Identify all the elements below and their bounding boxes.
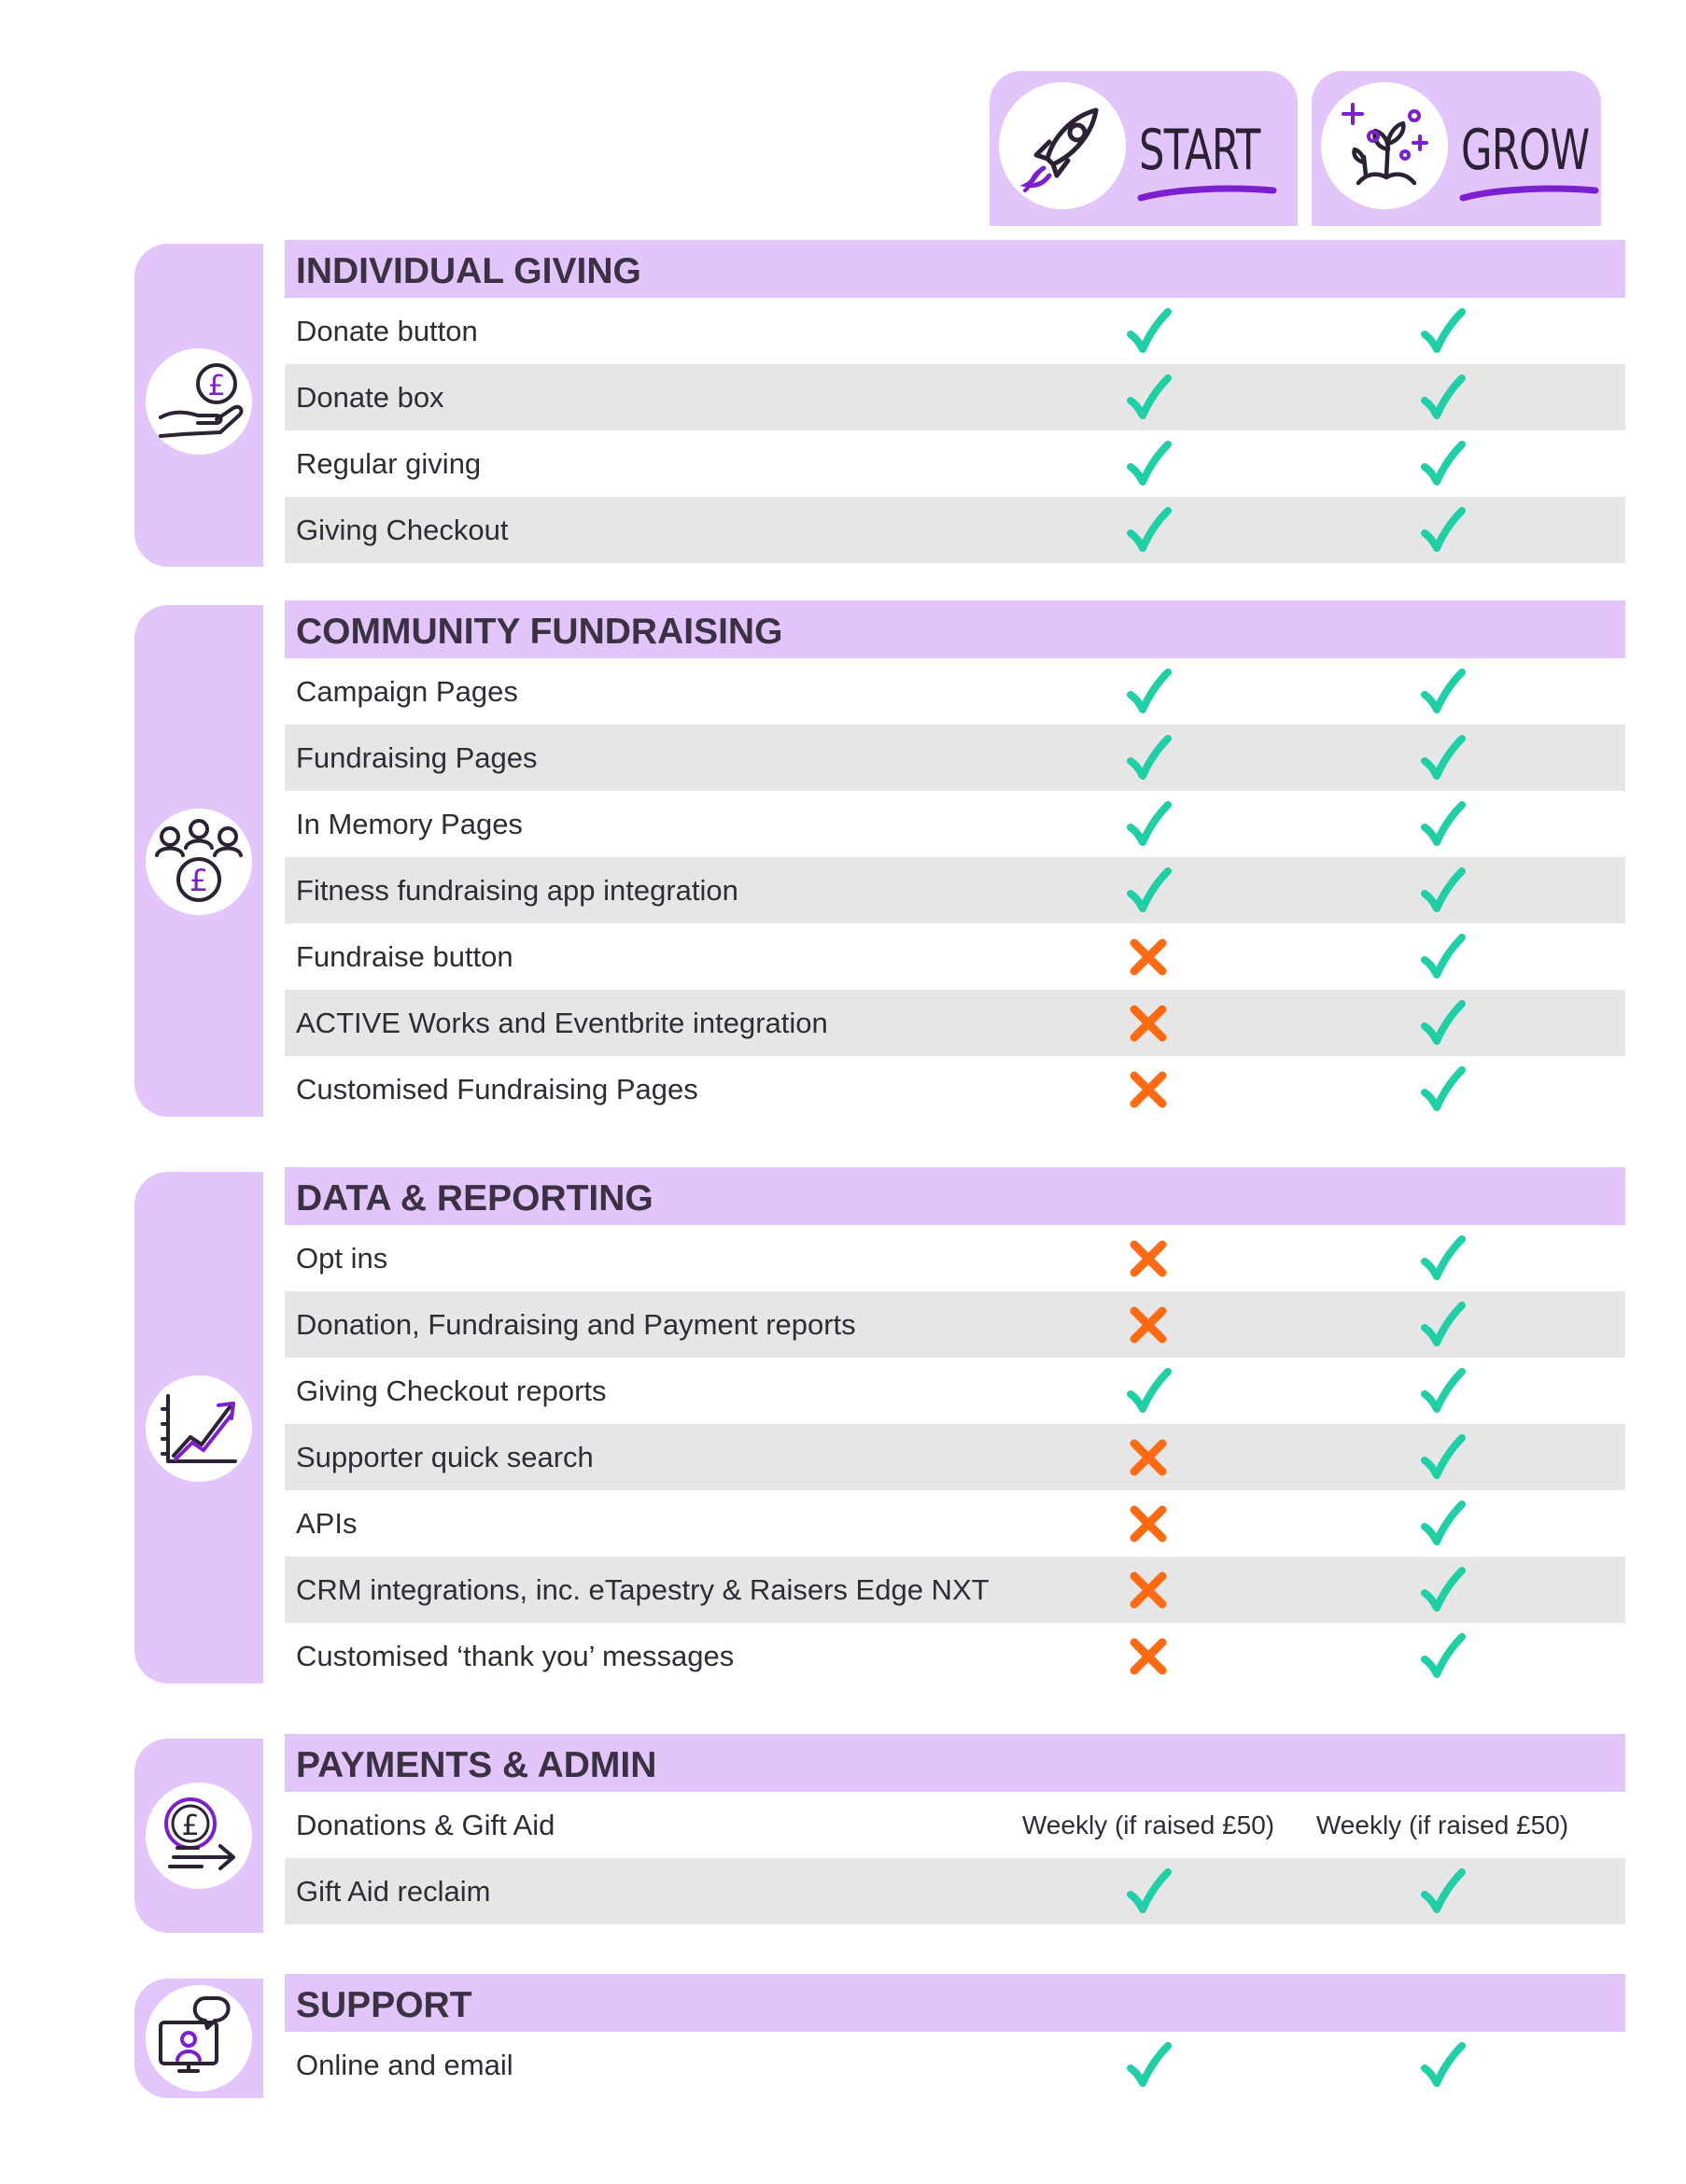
table-row — [285, 1557, 1625, 1623]
plan-name-start: START — [1139, 118, 1260, 183]
table-row — [285, 1424, 1625, 1490]
plan-header-start — [990, 71, 1298, 226]
plan-name-grow: GROW — [1461, 118, 1590, 183]
cell-grow-value — [1315, 1792, 1569, 1858]
table-row — [285, 1792, 1625, 1858]
feature-label: Fundraise button — [296, 940, 513, 973]
svg-text:£: £ — [207, 370, 226, 402]
check-icon — [1330, 990, 1554, 1056]
section-title: PAYMENTS & ADMIN — [296, 1745, 657, 1785]
feature-label: Donate box — [296, 381, 444, 414]
growth-chart-icon — [146, 1375, 252, 1482]
check-icon — [1330, 298, 1554, 364]
check-icon — [1036, 857, 1260, 923]
check-icon — [1036, 430, 1260, 497]
table-row — [285, 1623, 1625, 1689]
cross-icon — [1036, 1623, 1260, 1689]
section-tab-individual-giving — [134, 244, 263, 567]
cross-icon — [1036, 1291, 1260, 1358]
cross-icon — [1036, 1557, 1260, 1623]
check-icon — [1330, 1623, 1554, 1689]
cross-icon — [1036, 1056, 1260, 1122]
feature-label: APIs — [296, 1507, 358, 1540]
feature-label: Donations & Gift Aid — [296, 1809, 555, 1841]
table-row — [285, 857, 1625, 923]
section-header-individual-giving — [285, 240, 1625, 298]
table-row — [285, 2032, 1625, 2098]
section-title: DATA & REPORTING — [296, 1178, 653, 1219]
feature-label: In Memory Pages — [296, 808, 523, 840]
section-tab-support — [134, 1979, 263, 2098]
check-icon — [1036, 497, 1260, 563]
plan-header-grow — [1312, 71, 1601, 226]
section-tab-data-reporting — [134, 1172, 263, 1684]
feature-label: Regular giving — [296, 447, 482, 480]
table-row — [285, 1358, 1625, 1424]
check-icon — [1330, 1225, 1554, 1291]
feature-label: Customised Fundraising Pages — [296, 1073, 698, 1106]
section-header-support — [285, 1974, 1625, 2032]
check-icon — [1330, 1424, 1554, 1490]
feature-label: ACTIVE Works and Eventbrite integration — [296, 1007, 828, 1039]
feature-label: Opt ins — [296, 1242, 388, 1275]
check-icon — [1330, 1358, 1554, 1424]
check-icon — [1036, 2032, 1260, 2098]
cross-icon — [1036, 990, 1260, 1056]
check-icon — [1036, 725, 1260, 791]
sprouting-plants-icon — [1321, 82, 1448, 209]
check-icon — [1330, 2032, 1554, 2098]
feature-label: Fitness fundraising app integration — [296, 874, 738, 907]
feature-label: Giving Checkout reports — [296, 1374, 607, 1407]
feature-label: Donate button — [296, 315, 478, 347]
table-row — [285, 990, 1625, 1056]
check-icon — [1036, 658, 1260, 725]
table-row — [285, 1056, 1625, 1122]
feature-label: Fundraising Pages — [296, 741, 538, 774]
check-icon — [1330, 1056, 1554, 1122]
table-row — [285, 791, 1625, 857]
table-row — [285, 923, 1625, 990]
table-row — [285, 364, 1625, 430]
community-coin-icon — [146, 809, 252, 915]
feature-label: Gift Aid reclaim — [296, 1875, 491, 1908]
feature-label: Supporter quick search — [296, 1441, 594, 1473]
check-icon — [1330, 725, 1554, 791]
feature-label: Campaign Pages — [296, 675, 518, 708]
table-row — [285, 658, 1625, 725]
section-title: INDIVIDUAL GIVING — [296, 251, 641, 291]
underline-swash — [1459, 181, 1599, 204]
check-icon — [1330, 923, 1554, 990]
feature-label: Giving Checkout — [296, 514, 509, 546]
section-tab-community-fundraising — [134, 605, 263, 1117]
svg-text:£: £ — [181, 1810, 200, 1842]
hand-coin-icon — [146, 348, 252, 455]
feature-label: Donation, Fundraising and Payment reports — [296, 1308, 856, 1341]
check-icon — [1330, 658, 1554, 725]
table-row — [285, 1490, 1625, 1557]
cell-start-value — [1021, 1792, 1275, 1858]
check-icon — [1330, 1291, 1554, 1358]
check-icon — [1330, 1858, 1554, 1924]
check-icon — [1036, 364, 1260, 430]
table-row — [285, 298, 1625, 364]
table-row — [285, 725, 1625, 791]
svg-text:£: £ — [189, 863, 209, 898]
table-row — [285, 1291, 1625, 1358]
check-icon — [1330, 497, 1554, 563]
section-header-community-fundraising — [285, 600, 1625, 658]
underline-swash — [1137, 181, 1277, 204]
check-icon — [1330, 1490, 1554, 1557]
check-icon — [1330, 364, 1554, 430]
section-header-data-reporting — [285, 1167, 1625, 1225]
check-icon — [1036, 298, 1260, 364]
check-icon — [1036, 1858, 1260, 1924]
check-icon — [1330, 791, 1554, 857]
section-header-payments-admin — [285, 1734, 1625, 1792]
feature-label: Customised ‘thank you’ messages — [296, 1640, 735, 1672]
section-tab-payments-admin — [134, 1739, 263, 1933]
check-icon — [1330, 1557, 1554, 1623]
table-row — [285, 1225, 1625, 1291]
cell-text: Weekly (if raised £50) — [1315, 1810, 1569, 1839]
check-icon — [1036, 791, 1260, 857]
table-row — [285, 430, 1625, 497]
feature-label: Online and email — [296, 2049, 513, 2081]
cross-icon — [1036, 1424, 1260, 1490]
section-title: COMMUNITY FUNDRAISING — [296, 612, 783, 652]
table-row — [285, 497, 1625, 563]
cell-text: Weekly (if raised £50) — [1021, 1810, 1275, 1839]
coin-transfer-icon — [146, 1782, 252, 1889]
feature-label: CRM integrations, inc. eTapestry & Raisers Edge NXT — [296, 1573, 990, 1606]
cross-icon — [1036, 1490, 1260, 1557]
check-icon — [1330, 430, 1554, 497]
online-support-icon — [146, 1985, 252, 2092]
cross-icon — [1036, 923, 1260, 990]
section-title: SUPPORT — [296, 1985, 472, 2025]
cross-icon — [1036, 1225, 1260, 1291]
check-icon — [1036, 1358, 1260, 1424]
table-row — [285, 1858, 1625, 1924]
check-icon — [1330, 857, 1554, 923]
rocket-icon — [999, 82, 1126, 209]
